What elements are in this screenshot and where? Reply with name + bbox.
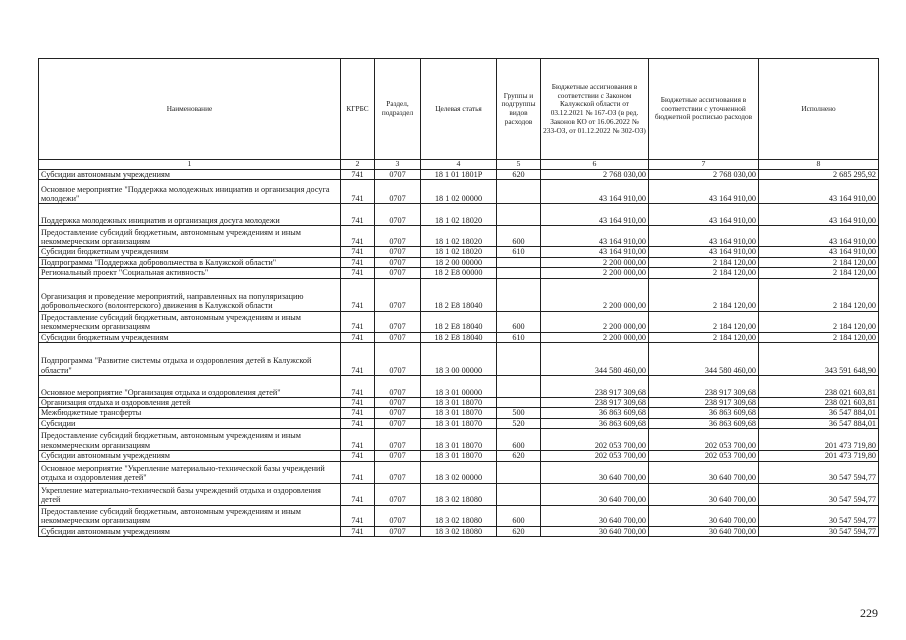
- row-group: 600: [497, 226, 541, 247]
- row-refined-amount: 43 164 910,00: [649, 180, 759, 204]
- row-group: 610: [497, 247, 541, 257]
- table-row: [39, 180, 879, 204]
- row-refined-amount: 2 184 120,00: [649, 268, 759, 278]
- row-executed-amount: 238 021 603,81: [759, 398, 879, 408]
- table-row: [39, 483, 879, 505]
- row-target: 18 1 01 1801Р: [421, 169, 497, 179]
- table-row: [39, 204, 879, 226]
- column-number: 6: [541, 160, 649, 170]
- row-kgrbs: 741: [341, 429, 375, 451]
- row-name: Предоставление субсидий бюджетным, автономным учреждениям и иным некоммерческим организациям: [39, 505, 341, 526]
- row-executed-amount: 2 184 120,00: [759, 311, 879, 332]
- row-group: [497, 343, 541, 376]
- row-law-amount: 36 863 609,68: [541, 418, 649, 428]
- row-group: 500: [497, 408, 541, 418]
- row-refined-amount: 202 053 700,00: [649, 451, 759, 461]
- row-section: 0707: [375, 429, 421, 451]
- row-refined-amount: 30 640 700,00: [649, 483, 759, 505]
- row-refined-amount: 2 184 120,00: [649, 257, 759, 267]
- row-section: 0707: [375, 332, 421, 342]
- row-name: Основное мероприятие "Укрепление материально-технической базы учреждений отдыха и оздоровления детей": [39, 461, 341, 483]
- row-executed-amount: 2 184 120,00: [759, 268, 879, 278]
- row-group: 610: [497, 332, 541, 342]
- row-section: 0707: [375, 418, 421, 428]
- row-name: Субсидии бюджетным учреждениям: [39, 247, 341, 257]
- header-kgrbs: КГРБС: [341, 59, 375, 160]
- row-target: 18 2 Е8 00000: [421, 268, 497, 278]
- row-kgrbs: 741: [341, 526, 375, 536]
- row-name: Субсидии бюджетным учреждениям: [39, 332, 341, 342]
- row-kgrbs: 741: [341, 268, 375, 278]
- row-executed-amount: 43 164 910,00: [759, 204, 879, 226]
- table-row: [39, 418, 879, 428]
- row-section: 0707: [375, 204, 421, 226]
- column-number: 8: [759, 160, 879, 170]
- row-group: [497, 376, 541, 398]
- row-section: 0707: [375, 505, 421, 526]
- row-executed-amount: 201 473 719,80: [759, 429, 879, 451]
- row-section: 0707: [375, 408, 421, 418]
- row-target: 18 3 02 18080: [421, 505, 497, 526]
- row-name: Организация отдыха и оздоровления детей: [39, 398, 341, 408]
- row-target: 18 2 00 00000: [421, 257, 497, 267]
- row-target: 18 3 01 18070: [421, 429, 497, 451]
- row-group: 620: [497, 169, 541, 179]
- row-executed-amount: 2 184 120,00: [759, 278, 879, 311]
- row-target: 18 3 01 18070: [421, 408, 497, 418]
- row-executed-amount: 43 164 910,00: [759, 247, 879, 257]
- row-executed-amount: 30 547 594,77: [759, 483, 879, 505]
- row-executed-amount: 36 547 884,01: [759, 418, 879, 428]
- header-target: Целевая статья: [421, 59, 497, 160]
- row-refined-amount: 2 184 120,00: [649, 278, 759, 311]
- row-refined-amount: 2 768 030,00: [649, 169, 759, 179]
- row-refined-amount: 36 863 609,68: [649, 418, 759, 428]
- row-law-amount: 30 640 700,00: [541, 526, 649, 536]
- row-section: 0707: [375, 278, 421, 311]
- row-section: 0707: [375, 169, 421, 179]
- row-law-amount: 30 640 700,00: [541, 505, 649, 526]
- row-law-amount: 2 200 000,00: [541, 268, 649, 278]
- row-executed-amount: 2 685 295,92: [759, 169, 879, 179]
- row-refined-amount: 202 053 700,00: [649, 429, 759, 451]
- row-kgrbs: 741: [341, 505, 375, 526]
- column-number: 3: [375, 160, 421, 170]
- row-target: 18 2 Е8 18040: [421, 332, 497, 342]
- row-name: Основное мероприятие "Поддержка молодежных инициатив и организация досуга молодежи": [39, 180, 341, 204]
- row-name: Подпрограмма "Поддержка добровольчества в Калужской области": [39, 257, 341, 267]
- row-name: Поддержка молодежных инициатив и организация досуга молодежи: [39, 204, 341, 226]
- row-law-amount: 238 917 309,68: [541, 376, 649, 398]
- row-target: 18 1 02 18020: [421, 247, 497, 257]
- row-kgrbs: 741: [341, 247, 375, 257]
- row-section: 0707: [375, 343, 421, 376]
- row-target: 18 3 02 18080: [421, 526, 497, 536]
- row-kgrbs: 741: [341, 461, 375, 483]
- table-row: [39, 278, 879, 311]
- row-section: 0707: [375, 180, 421, 204]
- page-number: 229: [860, 606, 878, 620]
- row-target: 18 3 01 18070: [421, 451, 497, 461]
- row-law-amount: 30 640 700,00: [541, 483, 649, 505]
- row-law-amount: 238 917 309,68: [541, 398, 649, 408]
- table-row: [39, 332, 879, 342]
- row-refined-amount: 30 640 700,00: [649, 505, 759, 526]
- row-section: 0707: [375, 526, 421, 536]
- row-kgrbs: 741: [341, 398, 375, 408]
- row-group: 620: [497, 451, 541, 461]
- row-section: 0707: [375, 451, 421, 461]
- row-group: [497, 483, 541, 505]
- row-target: 18 3 01 18070: [421, 398, 497, 408]
- header-name: Наименование: [39, 59, 341, 160]
- row-law-amount: 43 164 910,00: [541, 180, 649, 204]
- column-number: 2: [341, 160, 375, 170]
- row-section: 0707: [375, 483, 421, 505]
- row-executed-amount: 30 547 594,77: [759, 505, 879, 526]
- row-target: 18 3 00 00000: [421, 343, 497, 376]
- row-law-amount: 36 863 609,68: [541, 408, 649, 418]
- row-executed-amount: 238 021 603,81: [759, 376, 879, 398]
- row-name: Субсидии: [39, 418, 341, 428]
- row-name: Межбюджетные трансферты: [39, 408, 341, 418]
- table-row: [39, 226, 879, 247]
- table-row: [39, 429, 879, 451]
- row-section: 0707: [375, 257, 421, 267]
- row-section: 0707: [375, 247, 421, 257]
- table-row: [39, 526, 879, 536]
- row-law-amount: 2 768 030,00: [541, 169, 649, 179]
- table-row: [39, 461, 879, 483]
- row-group: [497, 180, 541, 204]
- row-group: [497, 204, 541, 226]
- row-law-amount: 2 200 000,00: [541, 311, 649, 332]
- header-group: Группы и подгруппы видов расходов: [497, 59, 541, 160]
- table-row: [39, 311, 879, 332]
- row-executed-amount: 2 184 120,00: [759, 332, 879, 342]
- budget-table: [38, 58, 879, 537]
- row-target: 18 3 02 00000: [421, 461, 497, 483]
- row-refined-amount: 238 917 309,68: [649, 376, 759, 398]
- row-kgrbs: 741: [341, 376, 375, 398]
- row-target: 18 1 02 00000: [421, 180, 497, 204]
- row-kgrbs: 741: [341, 226, 375, 247]
- row-name: Предоставление субсидий бюджетным, автономным учреждениям и иным некоммерческим организациям: [39, 429, 341, 451]
- row-group: [497, 278, 541, 311]
- row-target: 18 1 02 18020: [421, 204, 497, 226]
- row-kgrbs: 741: [341, 483, 375, 505]
- row-executed-amount: 43 164 910,00: [759, 226, 879, 247]
- row-law-amount: 202 053 700,00: [541, 429, 649, 451]
- row-executed-amount: 30 547 594,77: [759, 526, 879, 536]
- table-body: [39, 169, 879, 536]
- row-law-amount: 43 164 910,00: [541, 247, 649, 257]
- column-number-row: [39, 160, 879, 170]
- row-refined-amount: 43 164 910,00: [649, 247, 759, 257]
- row-kgrbs: 741: [341, 180, 375, 204]
- row-name: Предоставление субсидий бюджетным, автономным учреждениям и иным некоммерческим организациям: [39, 226, 341, 247]
- row-kgrbs: 741: [341, 408, 375, 418]
- row-kgrbs: 741: [341, 343, 375, 376]
- row-executed-amount: 36 547 884,01: [759, 408, 879, 418]
- table-row: [39, 451, 879, 461]
- row-name: Региональный проект "Социальная активность": [39, 268, 341, 278]
- column-number: 7: [649, 160, 759, 170]
- column-number: 5: [497, 160, 541, 170]
- row-target: 18 3 01 18070: [421, 418, 497, 428]
- row-refined-amount: 30 640 700,00: [649, 461, 759, 483]
- table-row: [39, 376, 879, 398]
- row-refined-amount: 344 580 460,00: [649, 343, 759, 376]
- row-group: 600: [497, 429, 541, 451]
- row-law-amount: 30 640 700,00: [541, 461, 649, 483]
- header-refined: Бюджетные ассигнования в соответствии с уточненной бюджетной росписью расходов: [649, 59, 759, 160]
- row-kgrbs: 741: [341, 451, 375, 461]
- row-name: Основное мероприятие "Организация отдыха и оздоровления детей": [39, 376, 341, 398]
- row-executed-amount: 201 473 719,80: [759, 451, 879, 461]
- row-law-amount: 43 164 910,00: [541, 204, 649, 226]
- row-executed-amount: 343 591 648,90: [759, 343, 879, 376]
- row-name: Субсидии автономным учреждениям: [39, 451, 341, 461]
- row-kgrbs: 741: [341, 204, 375, 226]
- table-row: [39, 268, 879, 278]
- row-target: 18 3 01 00000: [421, 376, 497, 398]
- row-kgrbs: 741: [341, 418, 375, 428]
- row-name: Подпрограмма "Развитие системы отдыха и оздоровления детей в Калужской области": [39, 343, 341, 376]
- row-section: 0707: [375, 268, 421, 278]
- row-refined-amount: 2 184 120,00: [649, 332, 759, 342]
- row-law-amount: 2 200 000,00: [541, 257, 649, 267]
- row-law-amount: 344 580 460,00: [541, 343, 649, 376]
- row-group: 600: [497, 505, 541, 526]
- row-law-amount: 2 200 000,00: [541, 278, 649, 311]
- row-group: [497, 461, 541, 483]
- row-section: 0707: [375, 311, 421, 332]
- row-executed-amount: 43 164 910,00: [759, 180, 879, 204]
- row-name: Укрепление материально-технической базы учреждений отдыха и оздоровления детей: [39, 483, 341, 505]
- row-target: 18 2 Е8 18040: [421, 278, 497, 311]
- row-target: 18 1 02 18020: [421, 226, 497, 247]
- row-kgrbs: 741: [341, 311, 375, 332]
- row-refined-amount: 43 164 910,00: [649, 204, 759, 226]
- table-row: [39, 398, 879, 408]
- row-law-amount: 202 053 700,00: [541, 451, 649, 461]
- header-executed: Исполнено: [759, 59, 879, 160]
- row-refined-amount: 30 640 700,00: [649, 526, 759, 536]
- row-law-amount: 2 200 000,00: [541, 332, 649, 342]
- row-refined-amount: 2 184 120,00: [649, 311, 759, 332]
- row-group: [497, 257, 541, 267]
- row-kgrbs: 741: [341, 332, 375, 342]
- row-name: Субсидии автономным учреждениям: [39, 526, 341, 536]
- row-kgrbs: 741: [341, 169, 375, 179]
- row-executed-amount: 2 184 120,00: [759, 257, 879, 267]
- row-target: 18 2 Е8 18040: [421, 311, 497, 332]
- row-name: Организация и проведение мероприятий, направленных на популяризацию добровольческого (волонтерского) движения в Калужской области: [39, 278, 341, 311]
- column-number: 1: [39, 160, 341, 170]
- header-section: Раздел, подраздел: [375, 59, 421, 160]
- row-section: 0707: [375, 461, 421, 483]
- table-row: [39, 505, 879, 526]
- row-kgrbs: 741: [341, 257, 375, 267]
- row-group: 620: [497, 526, 541, 536]
- column-number: 4: [421, 160, 497, 170]
- table-row: [39, 247, 879, 257]
- row-name: Субсидии автономным учреждениям: [39, 169, 341, 179]
- row-name: Предоставление субсидий бюджетным, автономным учреждениям и иным некоммерческим организациям: [39, 311, 341, 332]
- header-law: Бюджетные ассигнования в соответствии с Законом Калужской области от 03.12.2021 № 167-ОЗ (в ред. Законов КО от 16.06.2022 № 233-ОЗ, от 01.12.2022 № 302-ОЗ): [541, 59, 649, 160]
- table-row: [39, 257, 879, 267]
- header-row: [39, 59, 879, 160]
- table-row: [39, 169, 879, 179]
- row-group: [497, 268, 541, 278]
- row-refined-amount: 238 917 309,68: [649, 398, 759, 408]
- row-executed-amount: 30 547 594,77: [759, 461, 879, 483]
- row-refined-amount: 43 164 910,00: [649, 226, 759, 247]
- row-section: 0707: [375, 398, 421, 408]
- row-group: 520: [497, 418, 541, 428]
- row-group: [497, 398, 541, 408]
- row-kgrbs: 741: [341, 278, 375, 311]
- row-target: 18 3 02 18080: [421, 483, 497, 505]
- row-section: 0707: [375, 376, 421, 398]
- row-law-amount: 43 164 910,00: [541, 226, 649, 247]
- table-row: [39, 343, 879, 376]
- row-refined-amount: 36 863 609,68: [649, 408, 759, 418]
- row-group: 600: [497, 311, 541, 332]
- row-section: 0707: [375, 226, 421, 247]
- table-row: [39, 408, 879, 418]
